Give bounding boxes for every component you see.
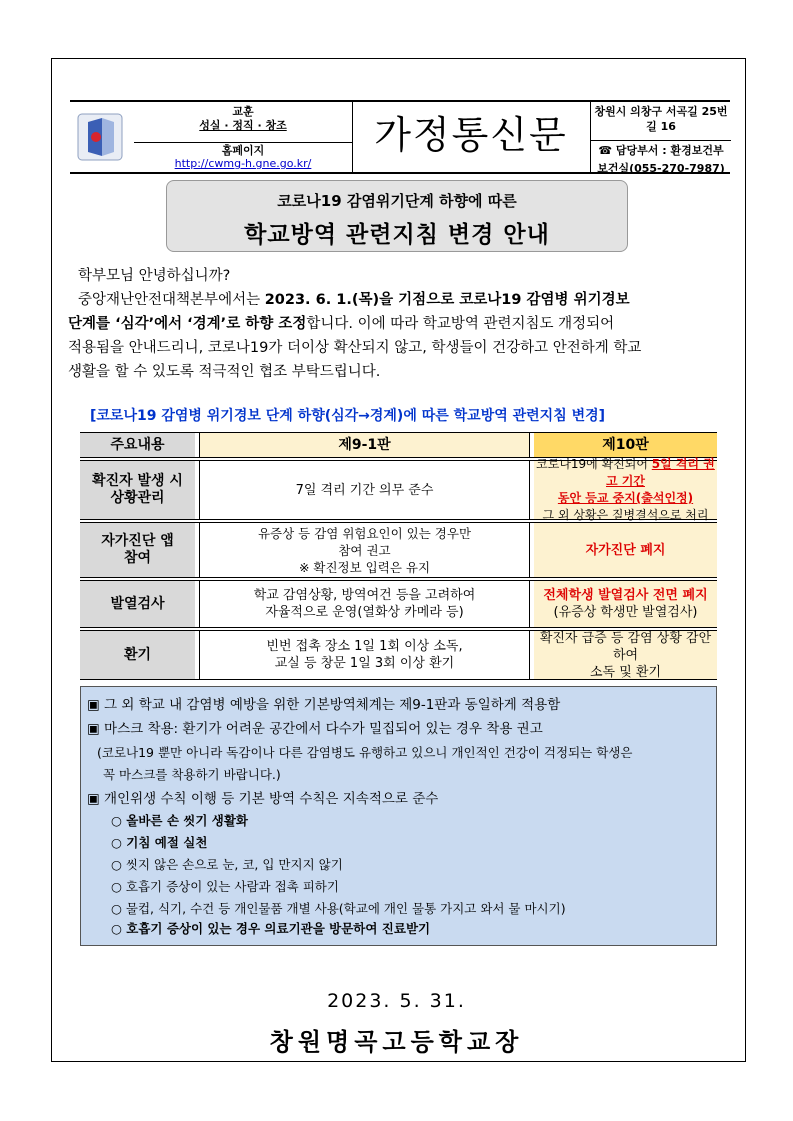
page-title: 가정통신문: [374, 113, 568, 157]
old-rule: 유증상 등 감염 위험요인이 있는 경우만 참여 권고 ※ 확진정보 입력은 유지: [199, 523, 530, 577]
school-address: 창원시 의창구 서곡길 25번길 16: [591, 102, 731, 141]
notice-banner: [166, 180, 628, 252]
intro-line-4: 생활을 할 수 있도록 적극적인 협조 부탁드립니다.: [68, 364, 381, 380]
department: ☎ 담당부서 : 환경보건부: [598, 144, 724, 157]
header-new-version: 제10판: [534, 433, 717, 457]
old-rule: 7일 격리 기간 의무 준수: [199, 461, 530, 519]
header-old-version: 제9-1판: [199, 433, 530, 457]
signature: 창원명곡고등학교장: [269, 1028, 524, 1056]
list-item: ○ 호흡기 증상이 있는 경우 의료기관을 방문하여 진료받기: [111, 921, 431, 936]
header-topic: 주요내용: [80, 433, 195, 457]
intro-line-1: 중앙재난안전대책본부에서는 2023. 6. 1.(목)을 기점으로 코로나19 감염병 위기경보: [78, 292, 630, 308]
note-line: 꼭 마스크를 착용하기 바랍니다.): [103, 767, 281, 782]
list-item: ○ 호흡기 증상이 있는 사람과 접촉 피하기: [111, 879, 339, 894]
homepage-label: 홈페이지: [134, 142, 352, 158]
notes-box: [80, 686, 717, 946]
letter-header: [70, 100, 730, 174]
homepage-link[interactable]: http://cwmg-h.gne.go.kr/: [174, 157, 312, 170]
school-logo-icon: [72, 108, 130, 166]
contact-info: [590, 102, 731, 175]
table-header-row: [80, 432, 717, 458]
school-motto: 성실 · 정직 · 창조: [199, 119, 287, 132]
list-item: ○ 기침 예절 실천: [111, 835, 208, 850]
table-row: 확진자 발생 시 상황관리 7일 격리 기간 의무 준수 코로나19에 확진되어 5일 격리 권고 기간 동안 등교 중지(출석인정) 그 외 상황은 질병결석으로 처리: [80, 460, 717, 520]
banner-subtitle: 코로나19 감염위기단계 하향에 따른: [277, 192, 517, 210]
new-rule: 자가진단 폐지: [534, 523, 717, 577]
table-row: 자가진단 앱 참여 유증상 등 감염 위험요인이 있는 경우만 참여 권고 ※ 확진정보 입력은 유지 자가진단 폐지: [80, 522, 717, 578]
table-title: [코로나19 감염병 위기경보 단계 하향(심각→경계)에 따른 학교방역 관련지침 변경]: [90, 408, 606, 424]
new-rule: 코로나19에 확진되어 5일 격리 권고 기간 동안 등교 중지(출석인정) 그 외 상황은 질병결석으로 처리: [534, 461, 717, 519]
intro-line-3: 적용됨을 안내드리니, 코로나19가 더이상 확산되지 않고, 학생들이 건강하고 안전하게 학교: [68, 340, 642, 356]
old-rule: 빈번 접촉 장소 1일 1회 이상 소독, 교실 등 창문 1일 3회 이상 환기: [199, 631, 530, 679]
new-rule: 확진자 급증 등 감염 상황 감안하여 소독 및 환기: [534, 631, 717, 679]
phone-number: 보건실(055-270-7987): [597, 162, 725, 175]
intro-line-2: 단계를 ‘심각’에서 ‘경계’로 하향 조정합니다. 이에 따라 학교방역 관련지침도 개정되어: [68, 316, 615, 332]
table-row: 발열검사 학교 감염상황, 방역여건 등을 고려하여 자율적으로 운영(열화상 카메라 등) 전체학생 발열검사 전면 폐지 (유증상 학생만 발열검사): [80, 580, 717, 628]
new-rule: 전체학생 발열검사 전면 폐지 (유증상 학생만 발열검사): [534, 581, 717, 627]
list-item: ○ 씻지 않은 손으로 눈, 코, 입 만지지 않기: [111, 857, 343, 872]
list-item: ○ 물컵, 식기, 수건 등 개인물품 개별 사용(학교에 개인 물통 가지고 와서 물 마시기): [111, 901, 566, 916]
old-rule: 학교 감염상황, 방역여건 등을 고려하여 자율적으로 운영(열화상 카메라 등): [199, 581, 530, 627]
issue-date: 2023. 5. 31.: [327, 990, 466, 1012]
note-line: ▣ 그 외 학교 내 감염병 예방을 위한 기본방역체계는 제9-1판과 동일하게 적용함: [87, 697, 561, 713]
motto-label: 교훈: [232, 105, 254, 118]
greeting: 학부모님 안녕하십니까?: [78, 268, 231, 284]
note-line: (코로나19 뿐만 아니라 독감이나 다른 감염병도 유행하고 있으니 개인적인 건강이 걱정되는 학생은: [97, 745, 633, 760]
banner-title: 학교방역 관련지침 변경 안내: [244, 222, 550, 248]
note-line: ▣ 마스크 착용: 환기가 어려운 공간에서 다수가 밀집되어 있는 경우 착용 권고: [87, 721, 543, 737]
note-line: ▣ 개인위생 수칙 이행 등 기본 방역 수칙은 지속적으로 준수: [87, 791, 439, 807]
list-item: ○ 올바른 손 씻기 생활화: [111, 813, 248, 828]
table-row: 환기 빈번 접촉 장소 1일 1회 이상 소독, 교실 등 창문 1일 3회 이상 환기 확진자 급증 등 감염 상황 감안하여 소독 및 환기: [80, 630, 717, 680]
school-info: [134, 102, 353, 172]
